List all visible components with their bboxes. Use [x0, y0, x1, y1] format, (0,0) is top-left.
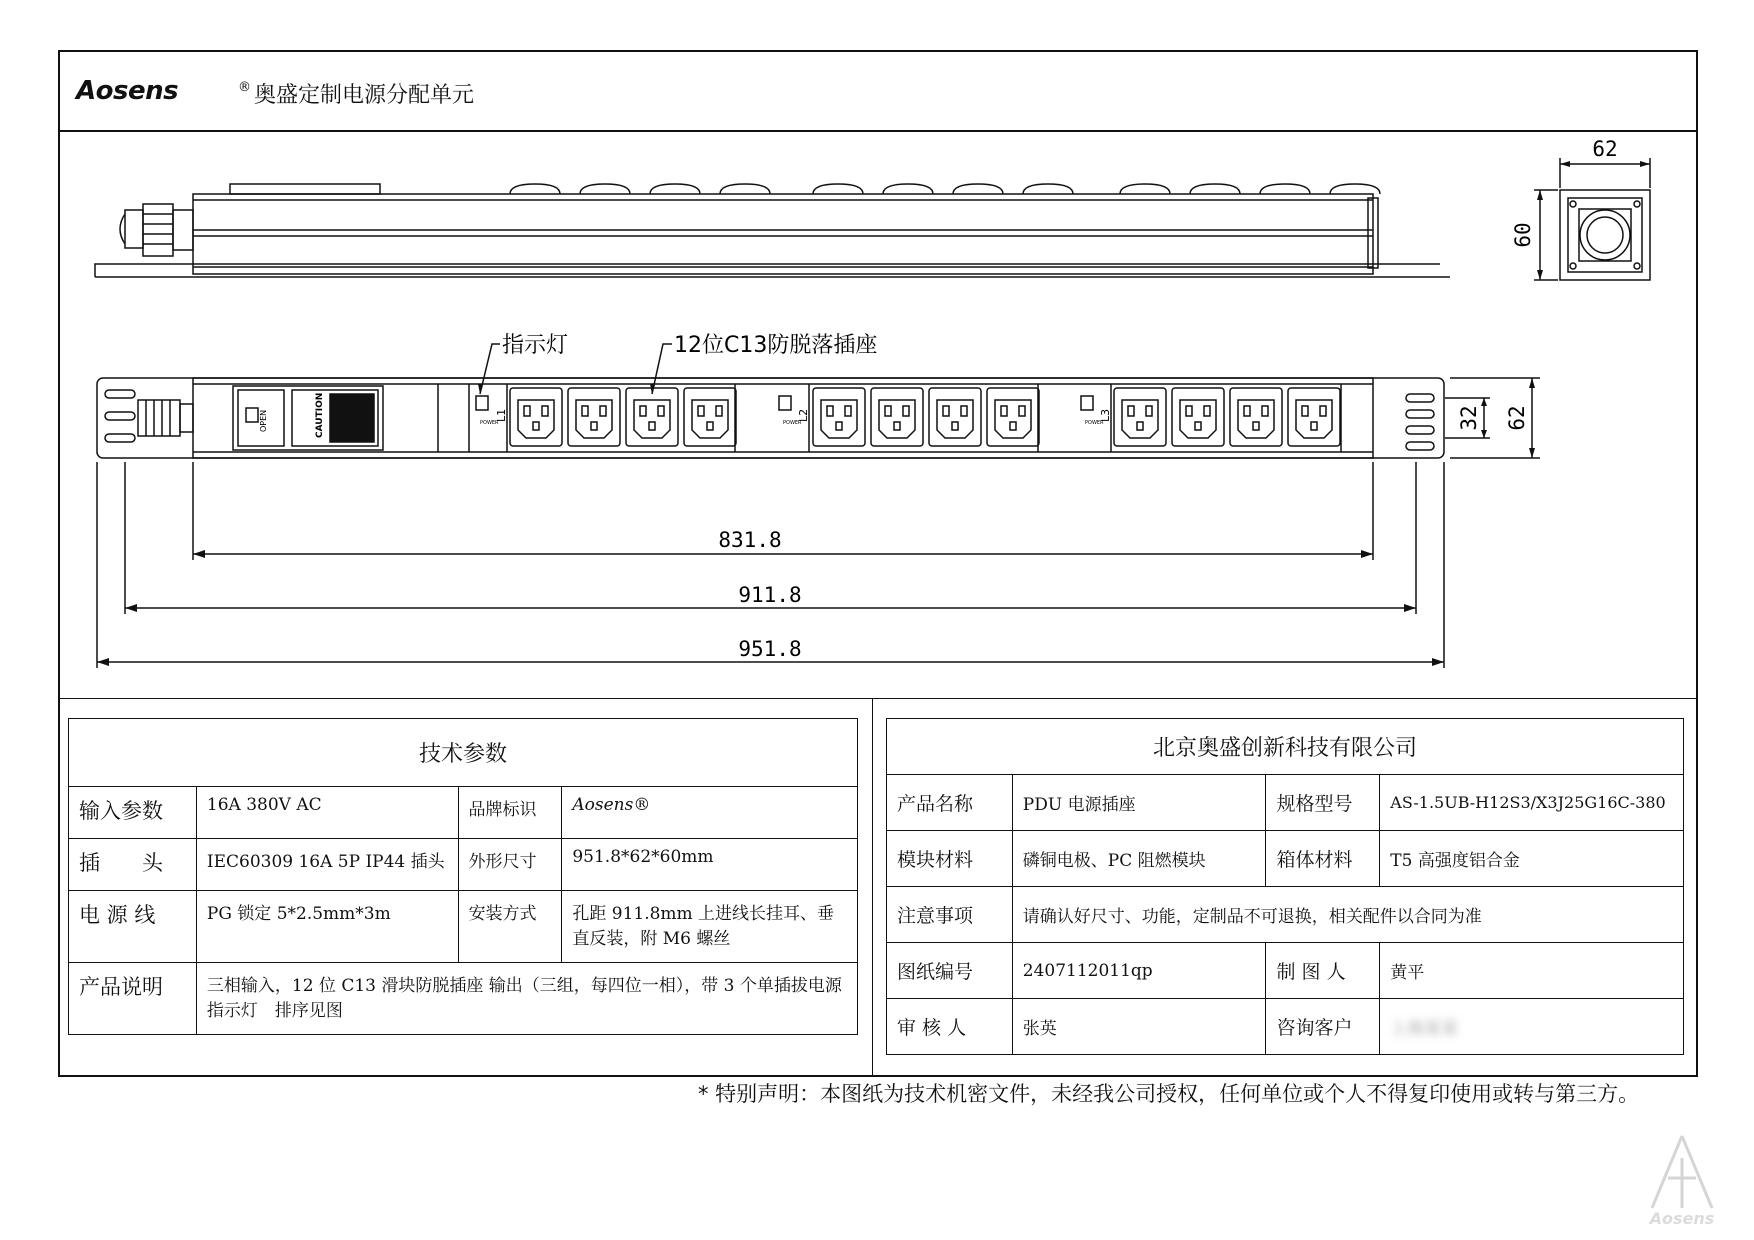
label-module-material: 模块材料: [887, 831, 1013, 887]
group-label-l1: L1: [495, 408, 508, 422]
value-cable: PG 锁定 5*2.5mm*3m: [196, 891, 458, 963]
value-product-name: PDU 电源插座: [1012, 775, 1266, 831]
label-model: 规格型号: [1266, 775, 1380, 831]
label-brand: 品牌标识: [458, 787, 562, 839]
value-plug: IEC60309 16A 5P IP44 插头: [196, 839, 458, 891]
value-size: 951.8*62*60mm: [562, 839, 858, 891]
label-drawing-no: 图纸编号: [887, 943, 1013, 999]
registered-mark: ®: [238, 80, 251, 95]
dim-length-total: 951.8: [738, 637, 802, 661]
tech-params-table: [68, 718, 858, 1035]
dimension-lines: [97, 378, 1540, 668]
tech-table-title: 技术参数: [69, 719, 858, 787]
value-reviewer: 张英: [1012, 999, 1266, 1055]
value-input: 16A 380V AC: [196, 787, 458, 839]
group-label-l3: L3: [1099, 408, 1112, 422]
value-customer: 上海某某: [1390, 1019, 1459, 1039]
company-table: [886, 718, 1684, 1055]
value-description: 三相输入，12 位 C13 滑块防脱插座 输出（三组，每四位一相），带 3 个单插拔电源指示灯 排序见图: [196, 963, 857, 1035]
label-mounting: 安装方式: [458, 891, 562, 963]
dim-end-width: 62: [1592, 137, 1618, 161]
label-product-name: 产品名称: [887, 775, 1013, 831]
label-drafter: 制 图 人: [1266, 943, 1380, 999]
footnote: * 特别声明：本图纸为技术机密文件，未经我公司授权，任何单位或个人不得复印使用或转与第三方。: [698, 1082, 1640, 1106]
dim-mount-hole: 32: [1457, 405, 1481, 431]
value-module-material: 磷铜电极、PC 阻燃模块: [1012, 831, 1266, 887]
header: [58, 50, 1698, 132]
callout-sockets: 12位C13防脱落插座: [674, 333, 878, 358]
value-notice: 请确认好尺寸、功能，定制品不可退换，相关配件以合同为准: [1012, 887, 1683, 943]
value-model: AS-1.5UB-H12S3/X3J25G16C-380: [1380, 775, 1684, 831]
value-mounting: 孔距 911.8mm 上进线长挂耳、垂直反装，附 M6 螺丝: [562, 891, 858, 963]
label-customer: 咨询客户: [1266, 999, 1380, 1055]
breaker-open-label: OPEN: [259, 409, 268, 432]
dim-hole-distance: 911.8: [738, 583, 802, 607]
technical-drawing: [60, 132, 1696, 698]
column-divider: [872, 698, 873, 1076]
pdu-drawing-svg: [60, 132, 1696, 698]
company-name: 北京奥盛创新科技有限公司: [887, 719, 1684, 775]
brand-logo: Aosens: [76, 76, 179, 106]
power-label-1: POWER: [480, 420, 499, 426]
group-label-l2: L2: [797, 408, 810, 422]
label-cable: 电 源 线: [69, 891, 197, 963]
caution-label: CAUTION: [315, 392, 325, 438]
end-view: [1534, 158, 1650, 280]
label-notice: 注意事项: [887, 887, 1013, 943]
callout-indicator: 指示灯: [502, 333, 569, 358]
page-title: 奥盛定制电源分配单元: [254, 83, 475, 108]
value-drafter: 黄平: [1380, 943, 1684, 999]
dim-end-height: 60: [1511, 222, 1535, 248]
power-label-3: POWER: [1085, 420, 1104, 426]
value-drawing-no: 2407112011qp: [1012, 943, 1266, 999]
dim-length-inner: 831.8: [718, 528, 782, 552]
watermark-logo: [1632, 1128, 1732, 1228]
dim-front-height: 62: [1505, 405, 1529, 431]
label-case-material: 箱体材料: [1266, 831, 1380, 887]
section-divider: [58, 698, 1698, 699]
value-brand: Aosens®: [562, 787, 858, 839]
watermark-text: Aosens: [1649, 1209, 1715, 1228]
label-input: 输入参数: [69, 787, 197, 839]
label-reviewer: 审 核 人: [887, 999, 1013, 1055]
label-size: 外形尺寸: [458, 839, 562, 891]
power-label-2: POWER: [783, 420, 802, 426]
value-case-material: T5 高强度铝合金: [1380, 831, 1684, 887]
c13-sockets: [510, 388, 1340, 446]
label-plug: 插 头: [69, 839, 197, 891]
label-description: 产品说明: [69, 963, 197, 1035]
top-view: [95, 184, 1450, 277]
